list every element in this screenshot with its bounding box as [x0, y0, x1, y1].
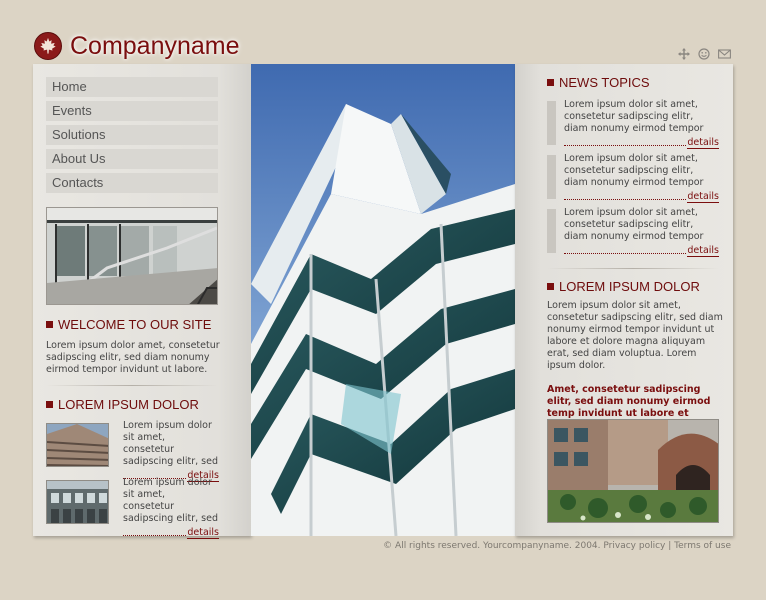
news-marker: [547, 209, 556, 253]
divider: [46, 385, 218, 386]
list-item-text: Lorem ipsum dolor sit amet, consetetur sadipscing elitr, sed: [123, 477, 218, 524]
list-item: [46, 420, 219, 481]
list-item: [46, 477, 219, 538]
nav-item-contacts[interactable]: Contacts: [46, 173, 218, 193]
logo[interactable]: [34, 31, 240, 61]
right-section-highlight: Amet, consetetur sadipscing elitr, sed diam nonumy eirmod temp invidunt ut labore et: [547, 384, 711, 419]
nav-item-solutions[interactable]: Solutions: [46, 125, 218, 145]
details-link[interactable]: details: [187, 470, 219, 481]
building-thumbnail[interactable]: [46, 480, 109, 524]
news-marker: [547, 155, 556, 199]
news-item-text: Lorem ipsum dolor sit amet, consetetur sadipscing elitr, diam nonumy eirmod tempor: [564, 153, 704, 188]
building-hero-photo: [251, 64, 515, 536]
copyright-text: © All rights reserved. Yourcompanyname. 2004.: [383, 541, 601, 551]
nav-item-about-us[interactable]: About Us: [46, 149, 218, 169]
right-section-title: LOREM IPSUM DOLOR: [547, 279, 700, 294]
right-panel: [515, 64, 733, 536]
privacy-policy-link[interactable]: Privacy policy: [603, 541, 666, 551]
details-link[interactable]: details: [187, 527, 219, 538]
company-name: Companyname: [70, 31, 240, 60]
bullet-square-icon: [46, 321, 53, 328]
divider: [547, 268, 719, 269]
bullet-square-icon: [547, 283, 554, 290]
mail-icon[interactable]: [718, 45, 730, 57]
bullet-square-icon: [547, 79, 554, 86]
top-icon-bar: [678, 45, 730, 57]
move-icon[interactable]: [678, 45, 690, 57]
courtyard-photo: [547, 419, 719, 523]
details-link[interactable]: details: [687, 191, 719, 202]
footer: [383, 541, 731, 551]
news-item: [547, 155, 719, 201]
footer-separator: |: [668, 541, 672, 551]
news-item-text: Lorem ipsum dolor sit amet, consetetur sadipscing elitr, diam nonumy eirmod tempor: [564, 99, 704, 134]
left-panel: [33, 64, 251, 536]
building-thumbnail[interactable]: [46, 423, 109, 467]
details-link[interactable]: details: [687, 137, 719, 148]
interior-photo: [46, 207, 218, 305]
terms-of-use-link[interactable]: Terms of use: [674, 541, 731, 551]
left-section-title: LOREM IPSUM DOLOR: [46, 397, 199, 412]
bullet-square-icon: [46, 401, 53, 408]
news-item-text: Lorem ipsum dolor sit amet, consetetur sadipscing elitr, diam nonumy eirmod tempor: [564, 207, 704, 242]
details-link[interactable]: details: [687, 245, 719, 256]
news-item: [547, 101, 719, 147]
news-title: NEWS TOPICS: [547, 75, 650, 90]
nav-item-events[interactable]: Events: [46, 101, 218, 121]
main-navigation: [46, 77, 218, 197]
list-item-text: Lorem ipsum dolor sit amet, consetetur sadipscing elitr, sed: [123, 420, 218, 467]
welcome-text: Lorem ipsum dolor amet, consetetur sadipscing elitr, sed diam nonumy eirmod tempor invidunt ut labore.: [46, 340, 220, 375]
smiley-icon[interactable]: [698, 45, 710, 57]
welcome-title: WELCOME TO OUR SITE: [46, 317, 211, 332]
maple-leaf-icon: [34, 32, 62, 60]
nav-item-home[interactable]: Home: [46, 77, 218, 97]
news-marker: [547, 101, 556, 145]
right-section-text: Lorem ipsum dolor sit amet, consetetur sadipscing elitr, sed diam nonumy eirmod tempor invidunt ut labore et dolore magna aliquyam erat, sed diam voluptua. Lorem ipsum dolor.: [547, 300, 723, 371]
news-item: [547, 209, 719, 255]
